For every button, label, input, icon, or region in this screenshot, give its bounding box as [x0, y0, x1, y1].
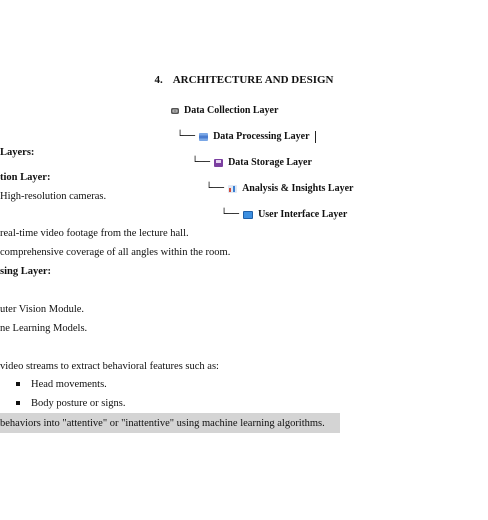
- tree-node-label: Data Collection Layer: [184, 105, 279, 116]
- bullet-marker: [16, 382, 20, 386]
- tree-node-label: Analysis & Insights Layer: [242, 183, 354, 194]
- capture-text: real-time video footage from the lecture hall.: [0, 228, 189, 239]
- bullet-marker: [16, 401, 20, 405]
- tree-node-label: Data Processing Layer: [213, 131, 310, 142]
- tree-node-label: Data Storage Layer: [228, 157, 312, 168]
- feature-item: Body posture or signs.: [31, 398, 126, 409]
- coverage-text: comprehensive coverage of all angles within the room.: [0, 247, 231, 258]
- layers-heading: Layers:: [0, 147, 35, 158]
- models-text: ne Learning Models.: [0, 323, 88, 334]
- text-cursor: [315, 131, 316, 143]
- section-number: 4.: [154, 74, 163, 86]
- tree-branch: └──: [192, 157, 211, 168]
- tree-node-data-storage: [192, 156, 312, 169]
- tree-branch: └──: [177, 131, 196, 142]
- streams-text: video streams to extract behavioral features such as:: [0, 361, 219, 372]
- selected-text-line[interactable]: [0, 413, 340, 433]
- camera-icon: [171, 108, 179, 114]
- chart-icon: [228, 185, 237, 193]
- module-text: uter Vision Module.: [0, 304, 85, 315]
- hardware-text: High-resolution cameras.: [0, 191, 107, 202]
- section-title: ARCHITECTURE AND DESIGN: [172, 74, 334, 86]
- collection-layer-heading: tion Layer:: [0, 172, 51, 183]
- tree-node-user-interface: [221, 208, 347, 221]
- processing-layer-heading: sing Layer:: [0, 266, 52, 277]
- processing-icon: [199, 133, 208, 141]
- storage-icon: [214, 159, 223, 167]
- tree-node-data-collection: [171, 104, 278, 117]
- tree-branch: └──: [206, 183, 225, 194]
- tree-node-label: User Interface Layer: [258, 209, 348, 220]
- tree-branch: └──: [221, 209, 240, 220]
- tree-node-data-processing: [177, 130, 316, 143]
- classify-text: behaviors into "attentive" or "inattentive" using machine learning algorithms.: [0, 418, 325, 429]
- feature-item: Head movements.: [31, 379, 107, 390]
- tree-node-analysis-insights: [206, 182, 353, 195]
- section-heading: [0, 74, 488, 86]
- monitor-icon: [243, 211, 253, 219]
